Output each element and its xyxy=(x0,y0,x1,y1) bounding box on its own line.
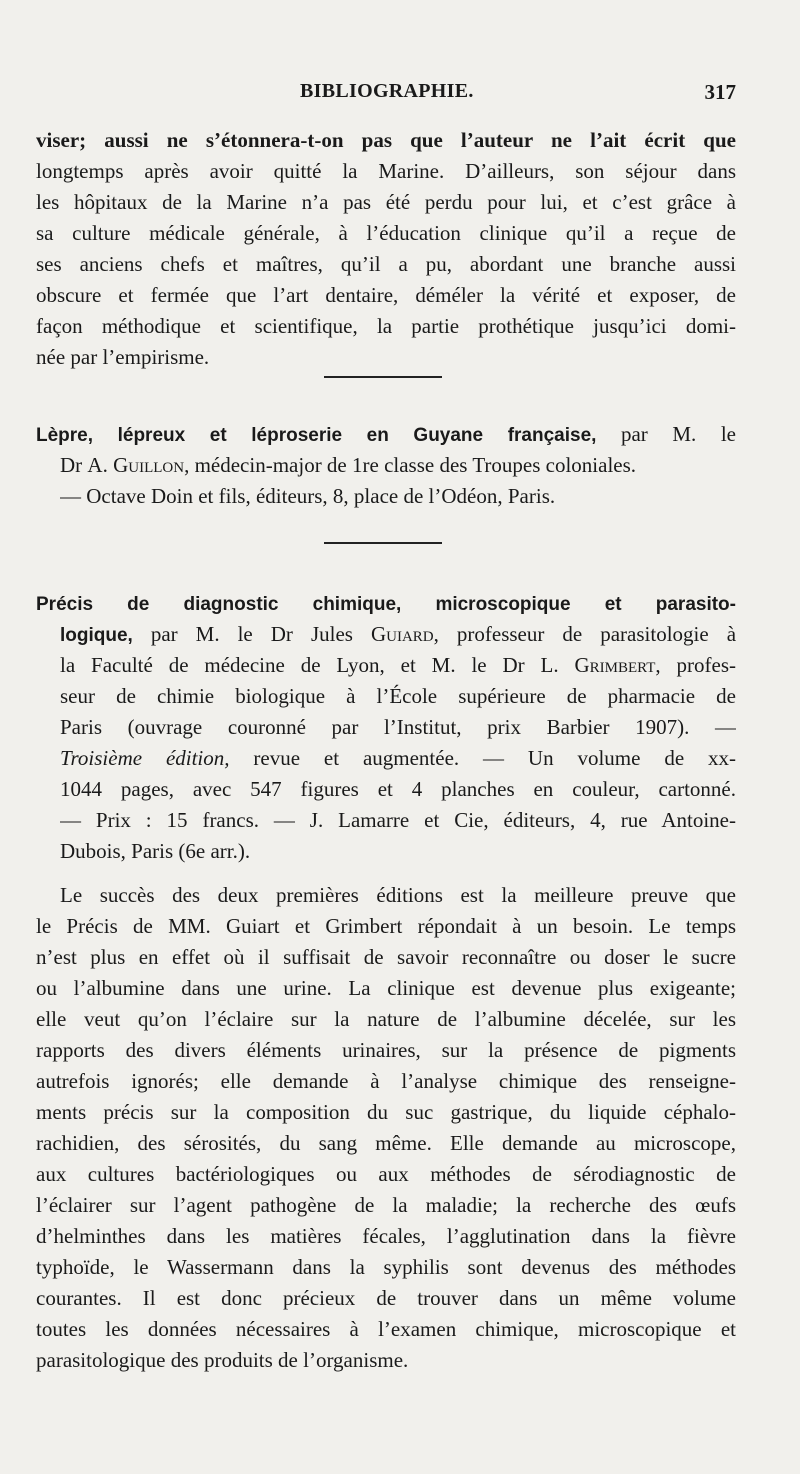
entry-line xyxy=(60,650,736,680)
entry-line: 1044 pages, avec 547 figures et 4 planches en couleur, cartonné. xyxy=(60,777,736,801)
text-line: autrefois ignorés; elle demande à l’analyse chimique des renseigne- xyxy=(36,1069,736,1093)
text-line: n’est plus en effet où il suffisait de savoir reconnaître ou doser le sucre xyxy=(36,945,736,969)
entry-text: revue et augmentée. — Un volume de xx- xyxy=(253,746,736,770)
entry-text: la Faculté de médecine de Lyon, et M. le Dr L. xyxy=(60,653,559,677)
section-divider xyxy=(324,542,442,544)
text-line: les hôpitaux de la Marine n’a pas été perdu pour lui, et c’est grâce à xyxy=(36,190,736,214)
text-line: courantes. Il est donc précieux de trouver dans un même volume xyxy=(36,1286,736,1310)
text-line: sa culture médicale générale, à l’éducation clinique qu’il a reçue de xyxy=(36,221,736,245)
entry-title: logique, xyxy=(60,625,133,646)
text-line: ou l’albumine dans une urine. La clinique est devenue plus exigeante; xyxy=(36,976,736,1000)
text-line: rapports des divers éléments urinaires, sur la présence de pigments xyxy=(36,1038,736,1062)
entry-line: — Octave Doin et fils, éditeurs, 8, place de l’Odéon, Paris. xyxy=(60,484,556,508)
edition-label: Troisième édition, xyxy=(60,746,230,770)
text-line: ments précis sur la composition du suc gastrique, du liquide céphalo- xyxy=(36,1100,736,1124)
entry-title: Lèpre, lépreux et léproserie en Guyane française, xyxy=(36,425,597,446)
text-line: façon méthodique et scientifique, la partie prothétique jusqu’ici domi- xyxy=(36,314,736,338)
text-line: ses anciens chefs et maîtres, qu’il a pu, abordant une branche aussi xyxy=(36,252,736,276)
text-line: rachidien, des sérosités, du sang même. Elle demande au microscope, xyxy=(36,1131,736,1155)
entry-line xyxy=(60,619,736,649)
text-line: l’éclairer sur l’agent pathogène de la maladie; la recherche des œufs xyxy=(36,1193,736,1217)
text-line: toutes les données nécessaires à l’examen chimique, microscopique et xyxy=(36,1317,736,1341)
author-name: Grimbert, xyxy=(574,653,661,677)
page-header xyxy=(300,80,736,110)
text-line: elle veut qu’on l’éclaire sur la nature de l’albumine décelée, sur les xyxy=(36,1007,736,1031)
section-divider xyxy=(324,376,442,378)
entry-title: Précis de diagnostic chimique, microscopique et parasito- xyxy=(36,594,736,615)
text-line: longtemps après avoir quitté la Marine. D’ailleurs, son séjour dans xyxy=(36,159,736,183)
entry-text: Dr xyxy=(60,453,83,477)
bibliography-entry-heading xyxy=(36,588,736,618)
entry-text: par M. le xyxy=(620,422,736,446)
entry-line: Paris (ouvrage couronné par l’Institut, prix Barbier 1907). — xyxy=(60,715,736,739)
entry-line: — Prix : 15 francs. — J. Lamarre et Cie, éditeurs, 4, rue Antoine- xyxy=(60,808,736,832)
text-line: parasitologique des produits de l’organisme. xyxy=(36,1348,409,1372)
entry-line: seur de chimie biologique à l’École supérieure de pharmacie de xyxy=(60,684,736,708)
page-number: 317 xyxy=(704,80,736,104)
entry-line xyxy=(60,450,736,480)
text-line: d’helminthes dans les matières fécales, l’agglutination dans la fièvre xyxy=(36,1224,736,1248)
author-name: Guiard, xyxy=(370,622,439,646)
text-line: Le succès des deux premières éditions est la meilleure preuve que xyxy=(60,883,736,907)
text-line: obscure et fermée que l’art dentaire, déméler la vérité et exposer, de xyxy=(36,283,736,307)
bibliography-entry-heading xyxy=(36,419,736,449)
text-line: le Précis de MM. Guiart et Grimbert répondait à un besoin. Le temps xyxy=(36,914,736,938)
text-line: née par l’empirisme. xyxy=(36,345,210,369)
entry-text: professeur de parasitologie à xyxy=(456,622,736,646)
entry-line xyxy=(60,743,736,773)
text-line: typhoïde, le Wassermann dans la syphilis sont devenus des méthodes xyxy=(36,1255,736,1279)
running-head: BIBLIOGRAPHIE. xyxy=(300,80,474,102)
text-line: viser; aussi ne s’étonnera-t-on pas que l’auteur ne l’ait écrit que xyxy=(36,128,736,152)
entry-text: par M. le Dr Jules xyxy=(150,622,353,646)
text-line: aux cultures bactériologiques ou aux méthodes de sérodiagnostic de xyxy=(36,1162,736,1186)
entry-text: médecin-major de 1re classe des Troupes coloniales. xyxy=(194,453,637,477)
entry-text: profes- xyxy=(676,653,736,677)
entry-line: Dubois, Paris (6e arr.). xyxy=(60,839,251,863)
author-name: A. Guillon, xyxy=(87,453,190,477)
